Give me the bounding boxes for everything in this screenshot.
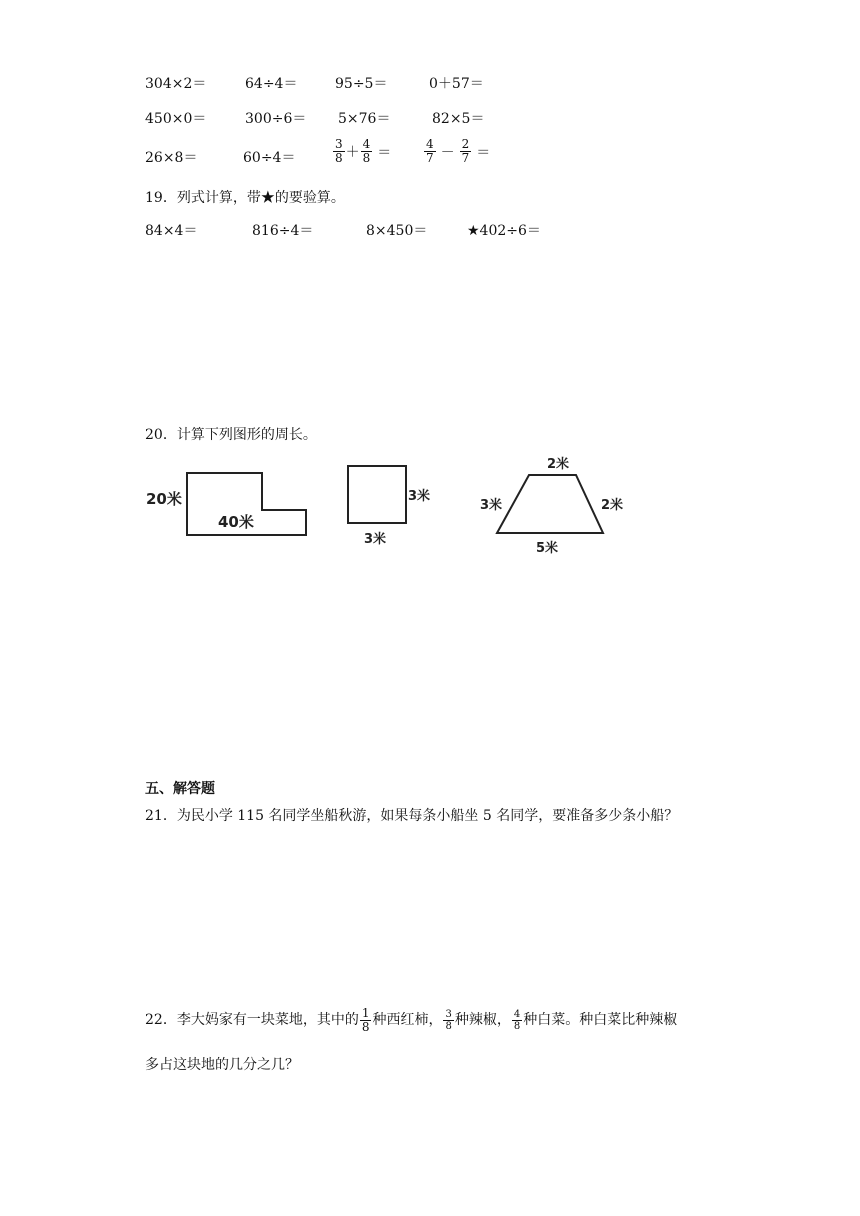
fraction: $\frac{3}{8}$ [445,1008,452,1032]
calc-item: 450×0＝ [145,111,207,127]
calc-item: 5×76＝ [338,111,391,127]
calc-item: ★402÷6＝ [467,223,541,239]
question-19-title: 19．列式计算，带★的要验算。 [145,190,345,206]
l-shape-figure [146,473,306,535]
calc-item: 95÷5＝ [335,76,388,92]
square-figure [348,466,430,547]
fraction: $\frac{2}{7}$ [461,137,470,165]
calc-item: 300÷6＝ [245,111,307,127]
calc-item: 84×4＝ [145,223,198,239]
section-heading: 五、解答题 [145,781,215,797]
calc-item: 60÷4＝ [243,150,296,166]
trapezoid-figure [480,456,623,556]
calc-item: 8×450＝ [366,223,428,239]
fraction: $\frac{4}{7}$ [426,137,434,165]
fraction: $\frac{1}{8}$ [361,1005,370,1034]
perimeter-figures [0,0,860,600]
question-22-line-2: 多占这块地的几分之几？ [145,1057,299,1073]
question-20-title: 20．计算下列图形的周长。 [145,427,317,443]
calc-item: 304×2＝ [145,76,207,92]
fraction-expression-2: $\frac{4}{7}$ － $\frac{2}{7}$ ＝ [426,137,491,165]
fraction-expression-1: $\frac{3}{8}$ ＋ $\frac{4}{8}$ ＝ [335,137,392,165]
l-shape-bottom-label: 40米 [218,513,254,531]
l-shape-left-label: 20米 [146,490,182,508]
question-21: 21．为民小学 115 名同学坐船秋游，如果每条小船坐 5 名同学，要准备多少条小船？ [145,808,679,824]
square-right-label: 3米 [408,489,431,504]
trapezoid-right-label: 2米 [601,498,624,513]
calc-item: 816÷4＝ [252,223,314,239]
calc-item: 64÷4＝ [245,76,298,92]
square-bottom-label: 3米 [364,532,387,547]
trapezoid-bottom-label: 5米 [536,541,559,556]
calc-item: 82×5＝ [432,111,485,127]
calc-item: 0＋57＝ [429,76,484,92]
question-22-line-1: 22．李大妈家有一块菜地，其中的 $\frac{1}{8}$ 种西红柿， $\frac{3}{8}$ 种辣椒， $\frac{4}{8}$ 种白菜。种白菜比种辣椒 [145,1005,678,1034]
fraction: $\frac{4}{8}$ [362,137,371,165]
trapezoid-left-label: 3米 [480,498,503,513]
fraction: $\frac{4}{8}$ [513,1008,521,1032]
fraction: $\frac{3}{8}$ [335,137,343,165]
calc-item: 26×8＝ [145,150,198,166]
trapezoid-top-label: 2米 [547,457,570,472]
